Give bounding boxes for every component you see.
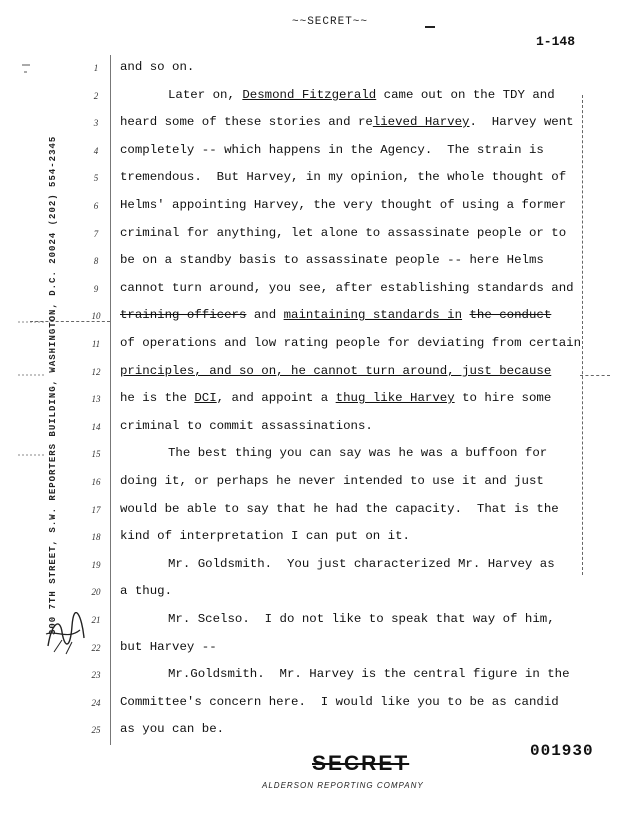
line-number: 16 xyxy=(91,477,101,487)
line-text-segment: criminal for anything, let alone to assassinate people or to xyxy=(120,226,567,240)
line-text-segment: be on a standby basis to assassinate people -- here Helms xyxy=(120,253,544,267)
line-number: 20 xyxy=(91,587,101,597)
line-text-segment: came out on the TDY and xyxy=(376,88,555,102)
line-text-segment: tremendous. But Harvey, in my opinion, the whole thought of xyxy=(120,170,567,184)
right-margin-rule xyxy=(582,95,584,575)
transcript-line xyxy=(120,391,551,405)
line-text-segment: Committee's concern here. I would like you to be as candid xyxy=(120,695,559,709)
left-margin-rule xyxy=(110,55,111,745)
line-text-segment: he is the xyxy=(120,391,195,405)
line-text-segment: kind of interpretation I can put on it. xyxy=(120,529,410,543)
transcript-line xyxy=(120,226,566,240)
line-text-segment: completely -- which happens in the Agency. The strain is xyxy=(120,143,544,157)
line-text-segment: as you can be. xyxy=(120,722,225,736)
handwritten-initials-mark xyxy=(42,612,88,656)
transcript-line xyxy=(168,557,555,571)
line-number: 3 xyxy=(93,118,99,128)
transcript-line xyxy=(120,253,544,267)
line-number: 11 xyxy=(91,339,101,349)
line-number: 21 xyxy=(91,615,101,625)
line-text-segment: Desmond Fitzgerald xyxy=(242,88,377,102)
line-text-segment: heard some of these stories and re xyxy=(120,115,373,129)
right-dash-mark xyxy=(580,375,610,376)
transcript-line xyxy=(168,446,547,460)
line-text-segment: cannot turn around, you see, after establishing standards and xyxy=(120,281,574,295)
transcript-line xyxy=(120,640,217,654)
line-number: 5 xyxy=(93,173,99,183)
line-number: 22 xyxy=(91,643,101,653)
line-number: 25 xyxy=(91,725,101,735)
transcript-line xyxy=(120,502,559,516)
line-number: 4 xyxy=(93,146,99,156)
line-text-segment: Mr.Goldsmith. Mr. Harvey is the central figure in the xyxy=(168,667,570,681)
line-number: 9 xyxy=(93,284,99,294)
transcript-line xyxy=(120,695,559,709)
classification-stamp: SECRET xyxy=(312,752,410,775)
transcript-line xyxy=(120,474,544,488)
line-number: 10 xyxy=(91,311,101,321)
line-text-segment: Later on, xyxy=(168,88,243,102)
transcript-line xyxy=(120,60,194,74)
document-number: 001930 xyxy=(530,742,594,760)
line-number: 24 xyxy=(91,698,101,708)
transcript-line xyxy=(120,419,373,433)
redaction-dash-line xyxy=(30,321,110,322)
line-text-segment: and xyxy=(246,308,284,322)
line-text-segment: . Harvey went xyxy=(469,115,574,129)
transcript-line xyxy=(120,364,551,378)
left-edge-marks xyxy=(18,60,48,480)
line-number: 1 xyxy=(93,63,99,73)
transcript-line xyxy=(168,612,555,626)
top-classification-mark: ~~SECRET~~ xyxy=(292,16,369,28)
line-text-segment: DCI xyxy=(194,391,217,405)
line-number: 23 xyxy=(91,670,101,680)
transcript-line xyxy=(120,308,551,322)
line-text-segment: thug like Harvey xyxy=(335,391,455,405)
line-text-segment: lieved Harvey xyxy=(372,115,470,129)
transcript-line xyxy=(120,143,544,157)
line-text-segment: The best thing you can say was he was a buffoon for xyxy=(168,446,548,460)
transcript-line xyxy=(120,722,224,736)
line-text-segment: principles, and so on, he cannot turn around, just because xyxy=(120,364,552,378)
line-number: 13 xyxy=(91,394,101,404)
transcript-line xyxy=(120,529,410,543)
transcript-line xyxy=(120,198,566,212)
line-text-segment: but Harvey -- xyxy=(120,640,217,654)
top-dash-mark xyxy=(425,26,435,28)
line-number: 14 xyxy=(91,422,101,432)
line-text-segment: criminal to commit assassinations. xyxy=(120,419,373,433)
line-number: 6 xyxy=(93,201,99,211)
line-text-segment: , and appoint a xyxy=(216,391,336,405)
line-number: 12 xyxy=(91,367,101,377)
line-number: 2 xyxy=(93,91,99,101)
line-text-segment xyxy=(462,308,469,322)
reporting-company-name: ALDERSON REPORTING COMPANY xyxy=(262,781,424,790)
transcript-line xyxy=(120,115,574,129)
line-number: 19 xyxy=(91,560,101,570)
transcript-line xyxy=(120,584,172,598)
line-text-segment: doing it, or perhaps he never intended to use it and just xyxy=(120,474,544,488)
line-text-segment: a thug. xyxy=(120,584,173,598)
line-number: 18 xyxy=(91,532,101,542)
transcript-line xyxy=(120,281,574,295)
page-number: 1-148 xyxy=(536,34,576,49)
line-text-segment: maintaining standards in xyxy=(283,308,463,322)
transcript-line xyxy=(168,88,555,102)
line-text-segment: the conduct xyxy=(469,308,552,322)
line-text-segment: Helms' appointing Harvey, the very thought of using a former xyxy=(120,198,567,212)
line-text-segment: and so on. xyxy=(120,60,195,74)
line-text-segment: Mr. Goldsmith. You just characterized Mr. Harvey as xyxy=(168,557,555,571)
line-text-segment: to hire some xyxy=(454,391,552,405)
line-number: 7 xyxy=(93,229,99,239)
line-number: 17 xyxy=(91,505,101,515)
line-text-segment: would be able to say that he had the capacity. That is the xyxy=(120,502,559,516)
line-text-segment: training officers xyxy=(120,308,247,322)
transcript-line xyxy=(168,667,570,681)
line-number: 8 xyxy=(93,256,99,266)
reporter-address-side-text: 300 7TH STREET, S.W. REPORTERS BUILDING, WASHINGTON, D.C. 20024 (202) 554-2345 xyxy=(48,135,58,635)
line-number: 15 xyxy=(91,449,101,459)
transcript-line xyxy=(120,170,566,184)
line-text-segment: Mr. Scelso. I do not like to speak that way of him, xyxy=(168,612,555,626)
transcript-line xyxy=(120,336,581,350)
line-text-segment: of operations and low rating people for deviating from certain xyxy=(120,336,582,350)
